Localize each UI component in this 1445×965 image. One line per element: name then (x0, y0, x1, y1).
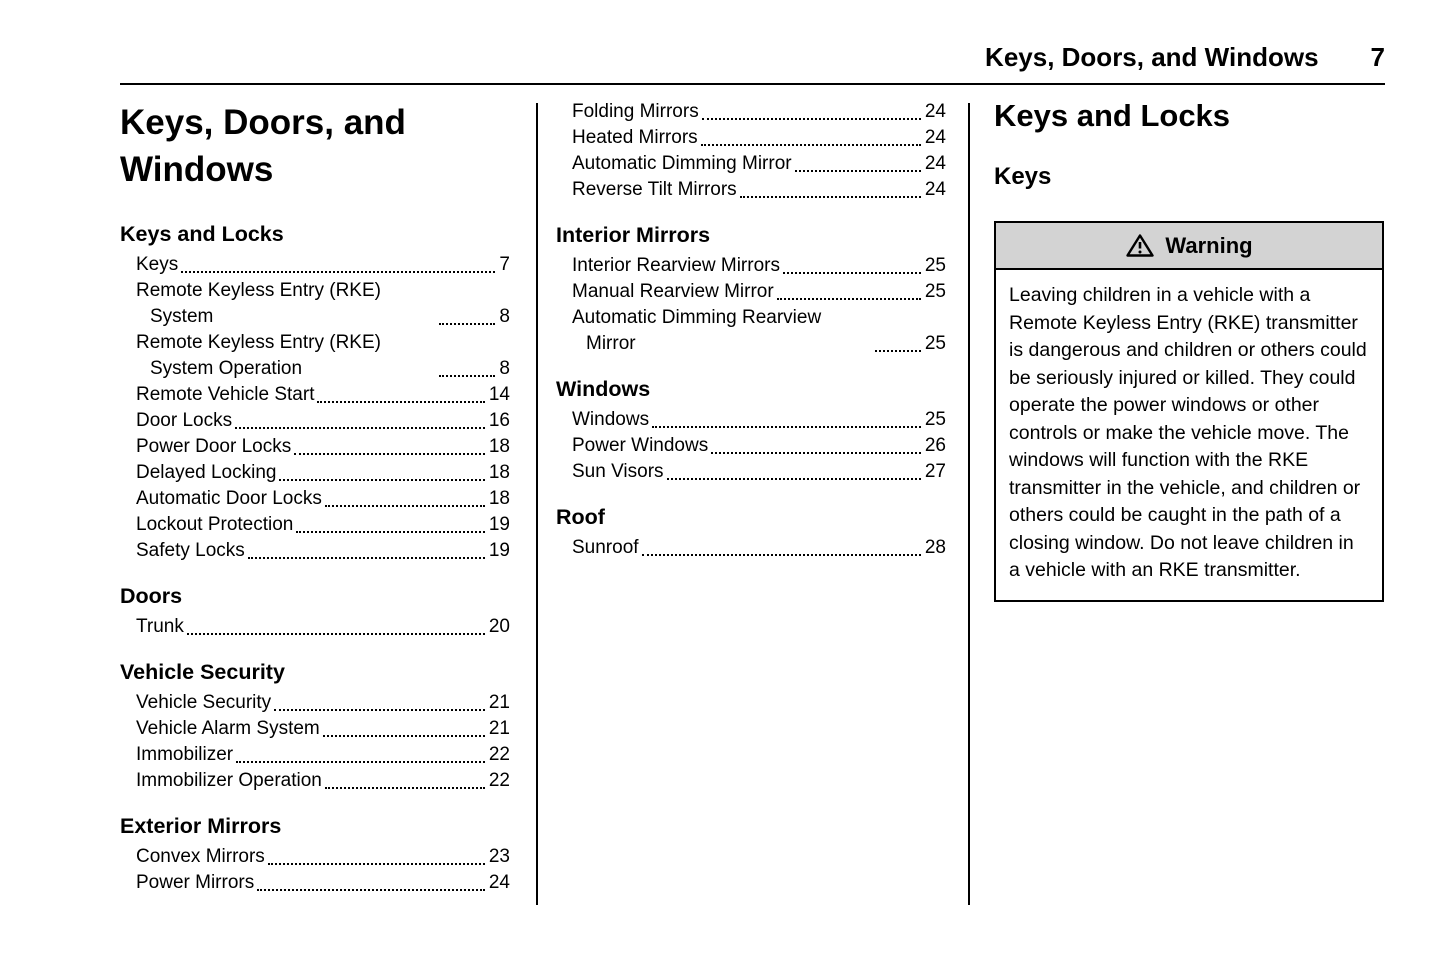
toc-section (120, 222, 510, 564)
toc-dot-leader (439, 323, 495, 325)
toc-dot-leader (317, 401, 484, 403)
warning-triangle-icon (1125, 233, 1155, 258)
toc-entry (120, 742, 510, 768)
toc-entry (120, 538, 510, 564)
toc-entry (556, 459, 946, 485)
toc-entry-label: Keys (136, 253, 179, 275)
toc-entry (120, 512, 510, 538)
warning-label: Warning (1165, 232, 1253, 258)
toc-entry-page: 24 (924, 153, 946, 174)
toc-dot-leader (279, 479, 484, 481)
toc-entry-label: Remote Vehicle Start (136, 383, 315, 405)
toc-entry (120, 870, 510, 896)
toc-entry (556, 177, 946, 203)
toc-entry-page: 8 (499, 357, 510, 379)
toc-entry-page: 20 (488, 615, 510, 637)
toc-section (120, 814, 510, 896)
toc-entry-label: Door Locks (136, 409, 233, 431)
toc-section-heading: Doors (120, 583, 183, 608)
toc-entry (120, 252, 510, 278)
toc-entry-page: 18 (488, 461, 510, 483)
toc-entry (556, 125, 946, 151)
toc-entry-page: 27 (924, 461, 946, 482)
column-divider (536, 103, 538, 905)
toc-entry-label: Windows (572, 409, 650, 430)
toc-entry-label: Lockout Protection (136, 513, 294, 535)
toc-section-heading: Interior Mirrors (556, 223, 711, 247)
toc-dot-leader (667, 478, 921, 480)
toc-entry (120, 408, 510, 434)
toc-entry-label: Safety Locks (136, 539, 245, 561)
toc-entry-page: 25 (924, 333, 946, 354)
toc-dot-leader (875, 350, 921, 352)
toc-entry-page: 28 (924, 537, 946, 558)
toc-entry-page: 18 (488, 435, 510, 457)
toc-entry-label: Automatic Dimming Rearview Mirror (572, 307, 822, 354)
toc-entry-label: Delayed Locking (136, 461, 277, 483)
toc-entry-label: Power Windows (572, 435, 709, 456)
toc-entry (120, 278, 510, 330)
toc-entry-page: 26 (924, 435, 946, 456)
toc-entry-page: 19 (488, 513, 510, 535)
toc-dot-leader (257, 889, 485, 891)
toc-entry-label: Folding Mirrors (572, 101, 699, 122)
toc-dot-leader (296, 531, 484, 533)
running-header-title: Keys, Doors, and Windows (985, 42, 1319, 72)
toc-entry-page: 24 (488, 871, 510, 893)
toc-entry-label: Immobilizer (136, 743, 234, 765)
toc-entry (556, 433, 946, 459)
toc-entry (556, 535, 946, 561)
toc-section-heading: Exterior Mirrors (120, 813, 282, 838)
toc-section (556, 505, 946, 561)
toc-dot-leader (777, 298, 921, 300)
toc-entry (556, 305, 946, 357)
toc-entry (120, 768, 510, 794)
toc-dot-leader (795, 170, 921, 172)
toc-entry-page: 18 (488, 487, 510, 509)
toc-section (556, 223, 946, 357)
toc-entry-page: 25 (924, 409, 946, 430)
toc-entry (556, 253, 946, 279)
toc-entry (120, 716, 510, 742)
toc-dot-leader (181, 271, 495, 273)
toc-entry-page: 14 (488, 383, 510, 405)
toc-entry (556, 151, 946, 177)
warning-box (994, 221, 1384, 602)
article-section-heading: Keys and Locks (994, 98, 1231, 133)
toc-entry (120, 434, 510, 460)
column-divider (968, 103, 970, 905)
toc-sections-column-1 (120, 222, 510, 896)
article-subsection-heading: Keys (994, 163, 1052, 191)
toc-entry-page: 24 (924, 101, 946, 122)
content-columns (120, 85, 1385, 905)
toc-entry-label: Interior Rearview Mirrors (572, 255, 780, 276)
toc-section (556, 99, 946, 203)
toc-entry-page: 8 (499, 305, 510, 327)
toc-dot-leader (783, 272, 921, 274)
chapter-title: Keys, Doors, and Windows (120, 103, 406, 190)
toc-entry-label: Automatic Door Locks (136, 487, 322, 509)
toc-entry-label: Vehicle Security (136, 691, 272, 713)
toc-entry (120, 690, 510, 716)
toc-dot-leader (652, 426, 921, 428)
toc-dot-leader (274, 709, 485, 711)
toc-entry-label: Vehicle Alarm System (136, 717, 320, 739)
toc-entry-label: Power Door Locks (136, 435, 292, 457)
toc-entry-page: 22 (488, 743, 510, 765)
toc-section (120, 584, 510, 640)
toc-dot-leader (642, 554, 921, 556)
toc-sections-column-2 (556, 99, 946, 561)
toc-entry-label: Automatic Dimming Mirror (572, 153, 792, 174)
article-column (994, 99, 1384, 905)
toc-dot-leader (439, 375, 495, 377)
toc-entry (120, 460, 510, 486)
toc-dot-leader (187, 633, 485, 635)
toc-dot-leader (702, 118, 921, 120)
toc-entry-label: Remote Keyless Entry (RKE) System (136, 279, 381, 327)
toc-entry-label: Manual Rearview Mirror (572, 281, 774, 302)
toc-dot-leader (236, 761, 485, 763)
toc-dot-leader (323, 735, 485, 737)
toc-entry-label: Heated Mirrors (572, 127, 698, 148)
toc-entry-label: Sun Visors (572, 461, 664, 482)
toc-entry-label: Convex Mirrors (136, 845, 265, 867)
toc-entry-page: 25 (924, 281, 946, 302)
toc-column-1 (120, 99, 510, 905)
toc-dot-leader (740, 196, 921, 198)
running-header-page-number: 7 (1370, 42, 1385, 72)
toc-entry-label: Trunk (136, 615, 184, 637)
toc-entry-page: 23 (488, 845, 510, 867)
toc-entry (556, 99, 946, 125)
toc-dot-leader (711, 452, 921, 454)
toc-entry-page: 22 (488, 769, 510, 791)
toc-dot-leader (248, 557, 485, 559)
toc-entry (120, 382, 510, 408)
toc-column-2 (556, 99, 946, 905)
toc-entry-page: 24 (924, 127, 946, 148)
toc-dot-leader (325, 787, 485, 789)
toc-entry (120, 330, 510, 382)
toc-dot-leader (701, 144, 921, 146)
toc-section-heading: Keys and Locks (120, 221, 284, 246)
toc-entry (120, 844, 510, 870)
toc-entry-label: Sunroof (572, 537, 639, 558)
toc-dot-leader (268, 863, 485, 865)
toc-section-heading: Vehicle Security (120, 659, 285, 684)
toc-entry (120, 486, 510, 512)
toc-entry-page: 21 (488, 691, 510, 713)
toc-entry-page: 25 (924, 255, 946, 276)
toc-section-heading: Roof (556, 505, 605, 529)
toc-entry-label: Power Mirrors (136, 871, 255, 893)
toc-section-heading: Windows (556, 377, 651, 401)
warning-box-header (996, 223, 1382, 270)
toc-entry-page: 16 (488, 409, 510, 431)
toc-entry (120, 614, 510, 640)
toc-entry-page: 21 (488, 717, 510, 739)
toc-entry-label: Remote Keyless Entry (RKE) System Operation (136, 331, 381, 379)
toc-section (556, 377, 946, 485)
toc-entry (556, 279, 946, 305)
toc-entry (556, 407, 946, 433)
toc-dot-leader (235, 427, 485, 429)
toc-dot-leader (294, 453, 485, 455)
toc-entry-page: 19 (488, 539, 510, 561)
toc-dot-leader (325, 505, 485, 507)
warning-text: Leaving children in a vehicle with a Remote Keyless Entry (RKE) transmitter is dangerous and children or others could be seriously injured or killed. They could operate the power windows or other controls or make the vehicle move. The windows will function with the RKE transmitter in the vehicle, and children or others could be caught in the path of a closing window. Do not leave children in a vehicle with an RKE transmitter. (1009, 284, 1367, 582)
toc-entry-label: Reverse Tilt Mirrors (572, 179, 737, 200)
toc-entry-page: 7 (499, 253, 510, 275)
toc-entry-label: Immobilizer Operation (136, 769, 322, 791)
running-header (120, 42, 1385, 85)
toc-section (120, 660, 510, 794)
toc-entry-page: 24 (924, 179, 946, 200)
